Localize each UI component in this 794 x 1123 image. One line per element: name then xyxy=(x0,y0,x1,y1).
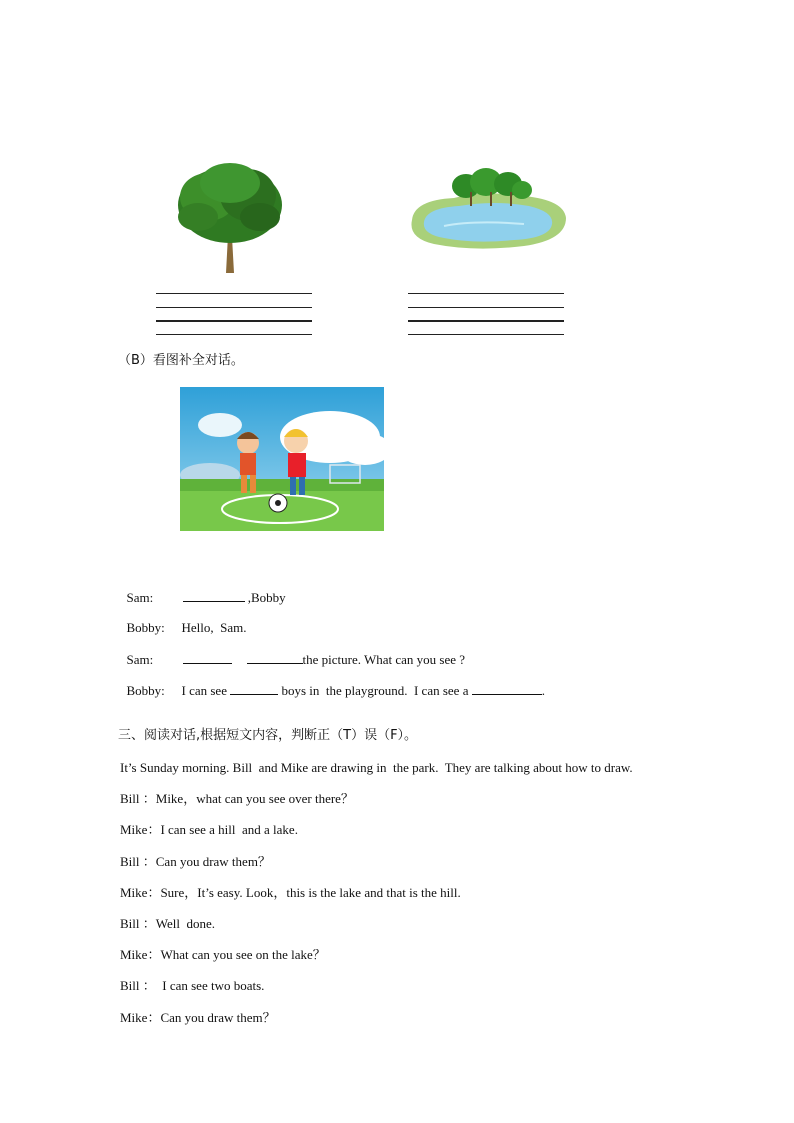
answer-line[interactable] xyxy=(156,307,312,308)
blank-field[interactable] xyxy=(247,651,303,664)
passage-line: Bill ：Mike，what can you see over there？ xyxy=(120,791,354,806)
passage-line: Mike：Can you draw them？ xyxy=(120,1010,276,1025)
blank-field[interactable] xyxy=(472,682,542,695)
section-b-title: （B）看图补全对话。 xyxy=(118,353,244,368)
speaker: Bobby: xyxy=(126,683,165,698)
dialogue-text: the picture. What can you see ? xyxy=(302,652,466,667)
dialogue-text: Hello, Sam. xyxy=(181,620,247,635)
answer-line[interactable] xyxy=(408,320,564,322)
passage-intro: It’s Sunday morning. Bill and Mike are drawing in the park. They are talking about how to draw. xyxy=(120,760,633,775)
dialogue-line xyxy=(120,635,465,668)
tree-picture xyxy=(168,155,292,275)
answer-line[interactable] xyxy=(408,307,564,308)
answer-line[interactable] xyxy=(156,293,312,294)
passage-line: Mike：Sure，It’s easy. Look，this is the lake and that is the hill. xyxy=(120,885,461,900)
passage-line: Mike：I can see a hill and a lake. xyxy=(120,822,298,837)
speaker: Sam: xyxy=(126,652,154,667)
dialogue-line xyxy=(120,666,545,699)
passage-line: Mike：What can you see on the lake？ xyxy=(120,947,326,962)
answer-line[interactable] xyxy=(408,293,564,294)
dialogue-text: I can see xyxy=(181,683,231,698)
blank-field[interactable] xyxy=(230,682,278,695)
section-three-title: 三、阅读对话,根据短文内容，判断正（T）误（F）。 xyxy=(118,728,418,743)
answer-line[interactable] xyxy=(156,334,312,335)
answer-line[interactable] xyxy=(408,334,564,335)
passage-line: Bill ：Can you draw them？ xyxy=(120,854,271,869)
dialogue-text: . xyxy=(541,683,545,698)
passage-line: Bill ：Well done. xyxy=(120,916,215,931)
speaker: Bobby: xyxy=(126,620,165,635)
dialogue-text: boys in the playground. I can see a xyxy=(278,683,472,698)
passage-line: Bill ： I can see two boats. xyxy=(120,978,265,993)
blank-field[interactable] xyxy=(183,589,245,602)
dialogue-text: ,Bobby xyxy=(244,590,286,605)
lake-picture xyxy=(404,160,570,255)
dialogue-line xyxy=(120,573,286,606)
speaker: Sam: xyxy=(126,590,154,605)
football-picture xyxy=(180,387,384,531)
answer-line[interactable] xyxy=(156,320,312,322)
blank-field[interactable] xyxy=(183,651,232,664)
dialogue-line xyxy=(120,604,247,636)
